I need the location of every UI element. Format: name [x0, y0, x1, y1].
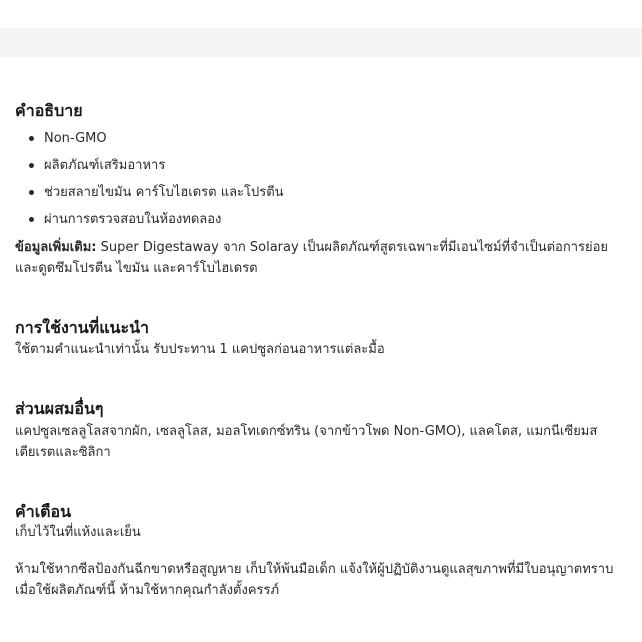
usage-text: ใช้ตามคำแนะนำเท่านั้น รับประทาน 1 แคปซูลก่อนอาหารแต่ละมื้อ: [15, 342, 385, 357]
list-item-label: ผ่านการตรวจสอบในห้องทดลอง: [44, 212, 222, 227]
warnings-title: คำเตือน: [15, 502, 72, 521]
bullet-icon: [29, 190, 34, 195]
bullet-icon: [29, 163, 34, 168]
list-item: [15, 182, 284, 209]
more-info-label: ข้อมูลเพิ่มเติม:: [15, 240, 97, 255]
list-item-label: ช่วยสลายไขมัน คาร์โบไฮเดรต และโปรตีน: [44, 185, 284, 200]
warnings-text: ห้ามใช้หากซีลป้องกันฉีกขาดหรือสูญหาย เก็บให้พ้นมือเด็ก แจ้งให้ผู้ปฏิบัติงานดูแลสุขภาพที่มีใบอนุญาตทราบเมื่อใช้ผลิตภัณฑ์นี้ ห้ามใช้หากคุณกำลังตั้งครรภ์: [15, 562, 614, 598]
feature-list: [15, 128, 284, 236]
list-item-label: Non-GMO: [44, 131, 107, 146]
header-band: [0, 28, 642, 57]
ingredients-title: ส่วนผสมอื่นๆ: [15, 399, 104, 418]
list-item: [15, 128, 284, 155]
description-title: คำอธิบาย: [15, 101, 83, 120]
list-item-label: ผลิตภัณฑ์เสริมอาหาร: [44, 158, 166, 173]
more-info-text: Super Digestaway จาก Solaray เป็นผลิตภัณฑ์สูตรเฉพาะที่มีเอนไซม์ที่จำเป็นต่อการย่อยและดูดซึมโปรตีน ไขมัน และคาร์โบไฮเดรต: [15, 240, 609, 276]
list-item: [15, 209, 284, 236]
list-item: [15, 155, 284, 182]
more-info-paragraph: [15, 237, 630, 279]
usage-title: การใช้งานที่แนะนำ: [15, 318, 149, 337]
bullet-icon: [29, 136, 34, 141]
ingredients-text: แคปซูลเซลลูโลสจากผัก, เซลลูโลส, มอลโทเดกซ์ทริน (จากข้าวโพด Non-GMO), แลคโตส, แมกนีเซียมสเตียเรตและซิลิกา: [15, 424, 598, 460]
storage-text: เก็บไว้ในที่แห้งและเย็น: [15, 525, 141, 540]
bullet-icon: [29, 217, 34, 222]
